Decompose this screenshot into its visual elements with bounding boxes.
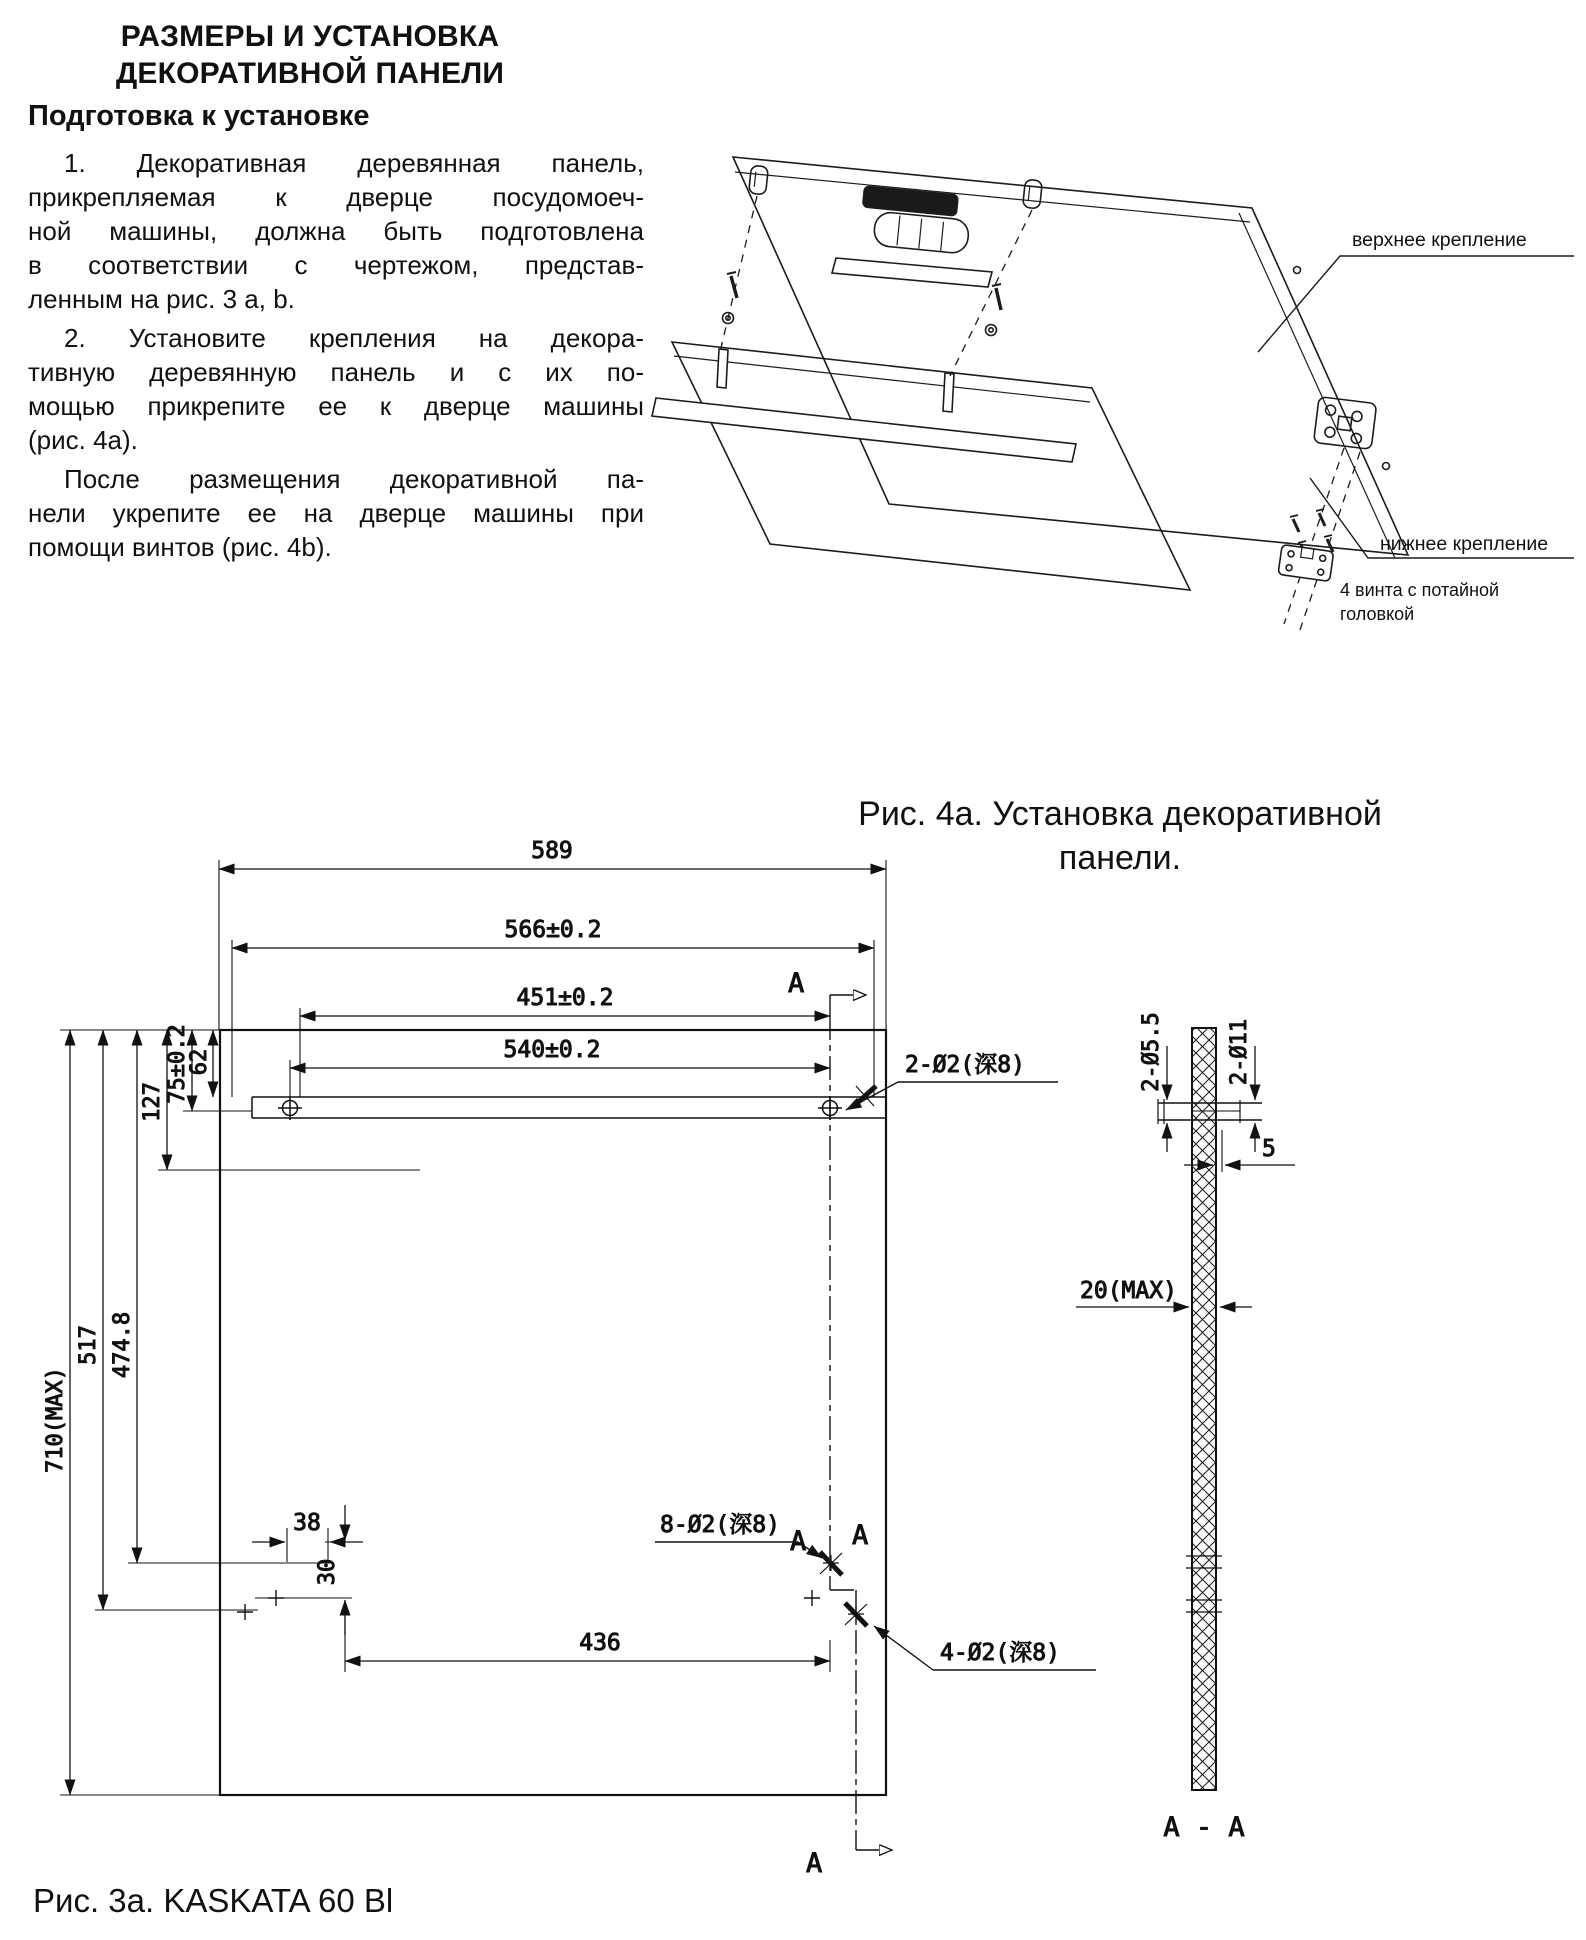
panel-section-bar: [1192, 1028, 1216, 1790]
section-view-label: A - A: [1163, 1812, 1245, 1843]
page-title-line2: ДЕКОРАТИВНОЙ ПАНЕЛИ: [115, 57, 505, 90]
page-title-line1: РАЗМЕРЫ И УСТАНОВКА: [120, 20, 500, 53]
label-screws-line1: 4 винта с потайной: [1340, 580, 1500, 600]
callout-top: 2-Ø2(深8): [905, 1052, 1025, 1078]
panel-strip: [652, 398, 1076, 462]
upper-bracket-left: [749, 165, 769, 195]
dim-451: 451±0.2: [516, 985, 614, 1011]
intro-paragraph-1: 1. Декоративная деревянная панель, прикрепляемая к дверце посудомоеч- ной машины, должна быть подготовлена в соответствии с чертежом, представ- ленным на рис. 3 a, b.: [28, 148, 644, 314]
dim-5: 5: [1262, 1136, 1276, 1162]
upper-bracket-right: [1023, 179, 1043, 209]
fig3a-front-view: [43, 838, 1096, 1879]
panel-outline: [220, 1030, 886, 1795]
door-handle: [859, 186, 972, 254]
intro-paragraph-3: После размещения декоративной па- нели укрепите ее на дверце машины при помощи винтов (рис. 4b).: [28, 464, 644, 562]
dim-540: 540±0.2: [503, 1037, 601, 1063]
dim-75: 75±0.2: [165, 1024, 190, 1104]
dim-566: 566±0.2: [504, 917, 602, 943]
dim-2d11: 2-Ø11: [1227, 1018, 1252, 1086]
screw-hole-detail: [1158, 1099, 1262, 1124]
dim-62: 62: [187, 1048, 212, 1076]
dim-38: 38: [293, 1510, 321, 1536]
dim-517: 517: [76, 1325, 101, 1365]
left-dimensions: [60, 1030, 420, 1795]
assembly-dashed-lines: [720, 196, 1360, 630]
fig4a-caption-line1: Рис. 4а. Установка декоративной: [858, 795, 1382, 833]
callout-mid: 8-Ø2(深8): [660, 1512, 780, 1538]
side-dim-arrows: [1076, 1046, 1295, 1612]
section-heading: Подготовка к установке: [28, 100, 370, 132]
intro-text-column: [28, 146, 644, 569]
dim-710max: 710(MAX): [43, 1367, 68, 1473]
dim-2d55: 2-Ø5.5: [1139, 1012, 1164, 1092]
lower-bracket-plate: [1314, 397, 1377, 450]
section-letter-mid2: A: [852, 1520, 869, 1551]
dishwasher-door: [733, 157, 1408, 558]
label-lower-bracket: нижнее крепление: [1380, 533, 1549, 555]
fig4a-caption-line2: панели.: [1058, 839, 1182, 877]
fig3a-caption: Рис. 3а. KASKATA 60 Bl: [33, 1882, 394, 1919]
mounting-strip: [252, 1097, 886, 1118]
label-upper-bracket: верхнее крепление: [1352, 229, 1527, 251]
fig4a-illustration: [652, 157, 1574, 630]
dim-474: 474.8: [110, 1311, 135, 1379]
dim-20max: 20(MAX): [1080, 1278, 1177, 1304]
decorative-panel: [672, 342, 1190, 590]
callout-top-leader: [846, 1082, 1058, 1110]
section-letter-bottom: A: [806, 1848, 823, 1879]
fig4a-caption: [700, 792, 1540, 880]
intro-paragraph-2: 2. Установите крепления на декора- тивную деревянную панель и с их по- мощью прикрепите ее к дверце машины (рис. 4a).: [28, 323, 644, 455]
dim-30: 30: [315, 1558, 340, 1586]
dim-589: 589: [531, 838, 573, 864]
fig3a-side-view: [1076, 1012, 1295, 1843]
dim-436: 436: [579, 1630, 621, 1656]
door-vent: [832, 258, 992, 287]
section-letter-top: A: [788, 968, 805, 999]
section-letter-mid1: A: [790, 1526, 807, 1557]
page-title: [70, 18, 550, 92]
section-line: [830, 995, 892, 1850]
callout-low: 4-Ø2(深8): [940, 1640, 1060, 1666]
loose-bracket: [1278, 545, 1334, 582]
top-dimensions: [219, 860, 886, 1100]
label-screws-line2: головкой: [1340, 604, 1415, 624]
fig4a-leaders: [1258, 256, 1574, 558]
callout-mid-leader: [655, 1542, 842, 1575]
dim-127: 127: [140, 1082, 165, 1122]
